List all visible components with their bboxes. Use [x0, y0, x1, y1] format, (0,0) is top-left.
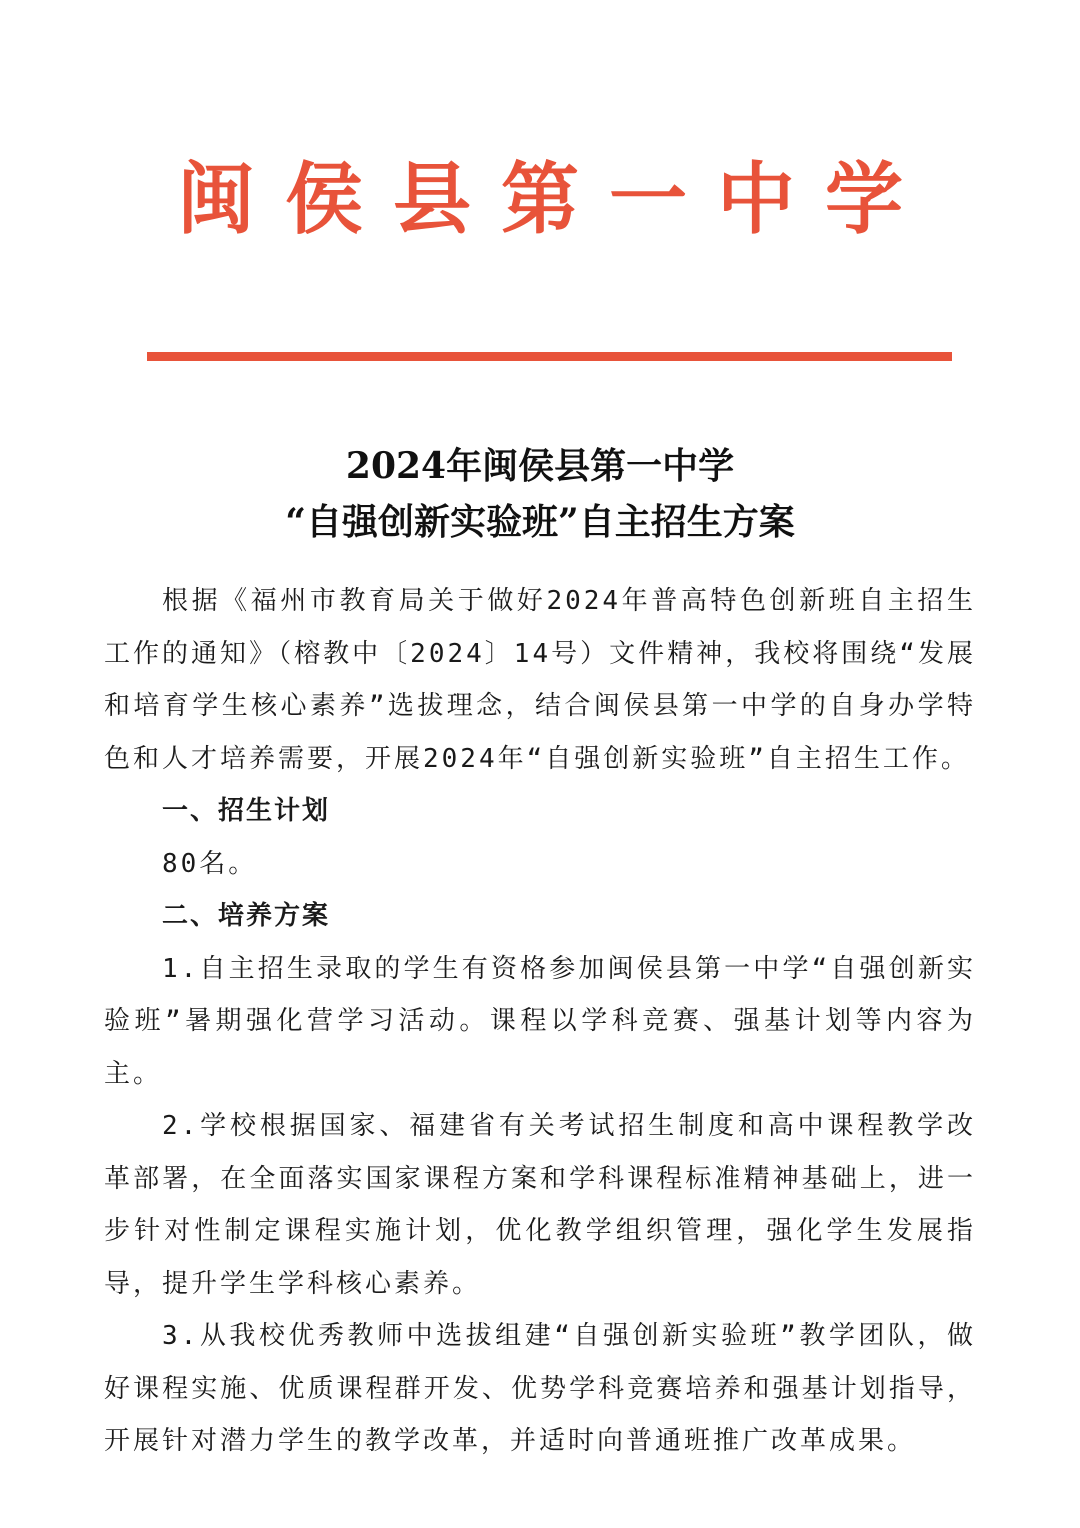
training-plan-paragraph-3: 3.从我校优秀教师中选拔组建“自强创新实验班”教学团队，做好课程实施、优质课程群开发、优势学科竞赛培养和强基计划指导，开展针对潜力学生的教学改革，并适时向普通班推广改革成果。 — [104, 1321, 976, 1456]
document-body — [104, 575, 976, 1468]
intro-paragraph: 根据《福州市教育局关于做好2024年普高特色创新班自主招生工作的通知》（榕教中〔2024〕14号）文件精神，我校将围绕“发展和培育学生核心素养”选拔理念，结合闽侯县第一中学的自身办学特色和人才培养需要，开展2024年“自强创新实验班”自主招生工作。 — [104, 586, 976, 774]
document-title-line-1: 2024年闽侯县第一中学 — [345, 445, 735, 487]
section-heading-training-plan: 二、培养方案 — [162, 901, 331, 931]
letterhead-red-rule — [147, 352, 952, 361]
letterhead-school-name: 闽侯县第一中学 — [176, 154, 933, 245]
training-plan-paragraph-2: 2.学校根据国家、福建省有关考试招生制度和高中课程教学改革部署，在全面落实国家课程方案和学科课程标准精神基础上，进一步针对性制定课程实施计划，优化教学组织管理，强化学生发展指导，提升学生学科核心素养。 — [104, 1111, 976, 1299]
section-heading-enrollment-plan: 一、招生计划 — [162, 796, 331, 826]
enrollment-plan-paragraph: 80名。 — [162, 848, 258, 879]
training-plan-paragraph-1: 1.自主招生录取的学生有资格参加闽侯县第一中学“自强创新实验班”暑期强化营学习活动。课程以学科竞赛、强基计划等内容为主。 — [104, 953, 976, 1089]
document-title — [0, 438, 1080, 550]
document-title-line-2: “自强创新实验班”自主招生方案 — [285, 501, 795, 543]
